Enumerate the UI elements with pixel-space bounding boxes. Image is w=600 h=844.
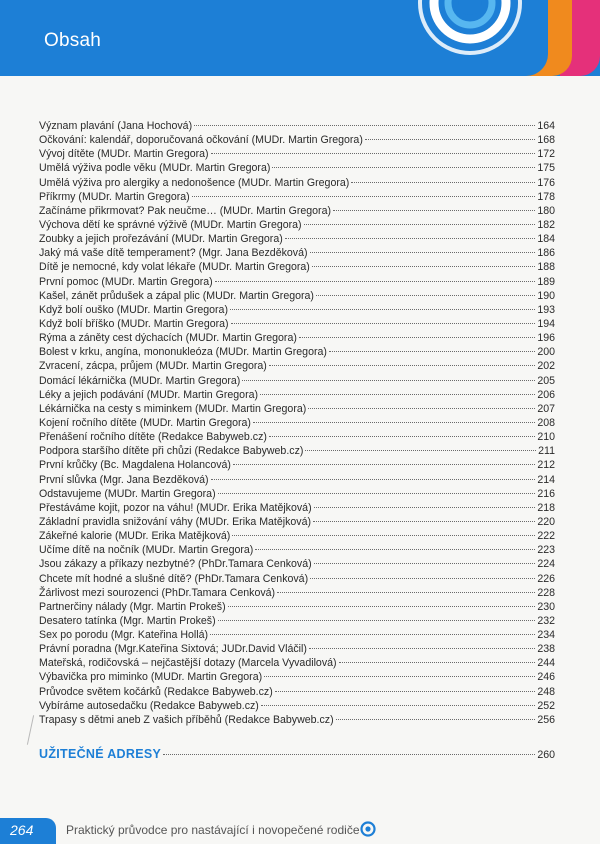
toc-entry-title: Umělá výživa podle věku (MUDr. Martin Gregora)	[39, 162, 271, 175]
toc-entry-title: Vybíráme autosedačku (Redakce Babyweb.cz)	[39, 699, 259, 712]
toc-entry-title: Bolest v krku, angína, mononukleóza (MUDr. Martin Gregora)	[39, 346, 327, 359]
toc-entry[interactable]	[39, 543, 555, 557]
footer-page-number: 264	[10, 822, 34, 838]
toc-entry[interactable]	[39, 628, 555, 642]
toc-entry-title: Učíme dítě na nočník (MUDr. Martin Gregora)	[39, 544, 254, 557]
toc-entry[interactable]	[39, 260, 555, 274]
toc-entry-page: 223	[537, 544, 555, 557]
toc-entry-title: Žárlivost mezi sourozenci (PhDr.Tamara Cenková)	[39, 586, 276, 599]
toc-entry-page: 212	[537, 459, 555, 472]
toc-entry-page: 208	[537, 416, 555, 429]
leader-dots	[272, 167, 535, 168]
toc-entry-page: 172	[537, 148, 555, 161]
toc-entry-page: 216	[537, 487, 555, 500]
leader-dots	[231, 323, 536, 324]
toc-entry-title: První krůčky (Bc. Magdalena Holancová)	[39, 459, 231, 472]
leader-dots	[242, 380, 535, 381]
toc-entry-title: Zvracení, zácpa, průjem (MUDr. Martin Gregora)	[39, 360, 267, 373]
leader-dots	[194, 125, 535, 126]
toc-entry-title: Přestáváme kojit, pozor na váhu! (MUDr. Erika Matějková)	[39, 501, 312, 514]
toc-entry-title: Jaký má vaše dítě temperament? (Mgr. Jana Bezděková)	[39, 247, 308, 260]
leader-dots	[192, 196, 536, 197]
toc-entry-page: 207	[537, 402, 555, 415]
toc-entry[interactable]	[39, 487, 555, 501]
toc-entry[interactable]	[39, 190, 555, 204]
toc-entry-page: 184	[537, 233, 555, 246]
leader-dots	[218, 493, 536, 494]
toc-entry-title: Kašel, zánět průdušek a zápal plic (MUDr. Martin Gregora)	[39, 289, 314, 302]
toc-entry-title: Vývoj dítěte (MUDr. Martin Gregora)	[39, 148, 209, 161]
leader-dots	[218, 620, 536, 621]
leader-dots	[275, 691, 536, 692]
toc-entry-page: 210	[537, 431, 555, 444]
leader-dots	[299, 337, 535, 338]
toc-entry[interactable]	[39, 699, 555, 713]
toc-entry[interactable]	[39, 303, 555, 317]
toc-entry[interactable]	[39, 642, 555, 656]
toc-entry-title: Když bolí ouško (MUDr. Martin Gregora)	[39, 303, 228, 316]
leader-dots	[312, 266, 535, 267]
toc-entry[interactable]	[39, 430, 555, 444]
toc-entry-title: První pomoc (MUDr. Martin Gregora)	[39, 275, 213, 288]
toc-entry-page: 205	[537, 374, 555, 387]
toc-entry[interactable]	[39, 119, 555, 133]
toc-entry-title: Začínáme přikrmovat? Pak neučme… (MUDr. Martin Gregora)	[39, 204, 332, 217]
toc-entry-page: 193	[537, 303, 555, 316]
toc-entry-page: 180	[537, 204, 555, 217]
toc-entry[interactable]	[39, 232, 555, 246]
toc-entry-page: 218	[537, 501, 555, 514]
leader-dots	[304, 224, 536, 225]
toc-entry[interactable]	[39, 529, 555, 543]
toc-entry[interactable]	[39, 317, 555, 331]
toc-entry[interactable]	[39, 444, 555, 458]
toc-entry[interactable]	[39, 359, 555, 373]
leader-dots	[329, 351, 535, 352]
toc-entry[interactable]	[39, 416, 555, 430]
toc-entry-title: Umělá výživa pro alergiky a nedonošence (MUDr. Martin Gregora)	[39, 176, 350, 189]
toc-entry-page: 194	[537, 317, 555, 330]
leader-dots	[269, 365, 535, 366]
toc-entry[interactable]	[39, 176, 555, 190]
margin-mark	[27, 715, 34, 745]
toc-entry-page: 206	[537, 388, 555, 401]
leader-dots	[336, 719, 536, 720]
toc-entry[interactable]	[39, 331, 555, 345]
toc-entry-page: 232	[537, 614, 555, 627]
toc-entry-title: Průvodce světem kočárků (Redakce Babyweb.cz)	[39, 685, 273, 698]
toc-entry-page: 196	[537, 332, 555, 345]
toc-entry[interactable]	[39, 204, 555, 218]
toc-entry-page: 202	[537, 360, 555, 373]
toc-entry-title: Když bolí bříško (MUDr. Martin Gregora)	[39, 317, 229, 330]
toc-entry-page: 224	[537, 558, 555, 571]
leader-dots	[314, 507, 536, 508]
leader-dots	[163, 754, 535, 755]
toc-entry-page: 190	[537, 289, 555, 302]
toc-entry-title: Význam plavání (Jana Hochová)	[39, 120, 193, 132]
toc-entry-title: Chcete mít hodné a slušné dítě? (PhDr.Tamara Cenková)	[39, 572, 309, 585]
toc-entry-title: Zákeřné kalorie (MUDr. Erika Matějková)	[39, 530, 231, 543]
leader-dots	[261, 705, 535, 706]
toc-entry-title: Zoubky a jejich prořezávání (MUDr. Martin Gregora)	[39, 233, 283, 246]
toc-entry-page: 200	[537, 346, 555, 359]
leader-dots	[310, 578, 535, 579]
toc-entry-title: Léky a jejich podávání (MUDr. Martin Gregora)	[39, 388, 259, 401]
toc-entry-title: Kojení ročního dítěte (MUDr. Martin Gregora)	[39, 416, 251, 429]
ring-logo-icon	[360, 821, 376, 837]
toc-entry-title: Příkrmy (MUDr. Martin Gregora)	[39, 190, 190, 203]
toc-entry-title: První slůvka (Mgr. Jana Bezděková)	[39, 473, 209, 486]
table-of-contents	[39, 119, 555, 727]
leader-dots	[351, 182, 535, 183]
leader-dots	[215, 281, 536, 282]
toc-entry-title: Partnerčiny nálady (Mgr. Martin Prokeš)	[39, 600, 226, 613]
toc-entry-page: 189	[537, 275, 555, 288]
toc-entry[interactable]	[39, 388, 555, 402]
leader-dots	[339, 662, 536, 663]
toc-entry-page: 182	[537, 218, 555, 231]
leader-dots	[310, 252, 536, 253]
swirl-logo-icon	[410, 0, 530, 68]
toc-entry-title: Základní pravidla snižování váhy (MUDr. Erika Matějková)	[39, 515, 312, 528]
toc-entry-page: 214	[537, 473, 555, 486]
toc-entry-page: 188	[537, 261, 555, 274]
page-title: Obsah	[44, 30, 101, 51]
toc-entry-page: 211	[538, 445, 555, 458]
toc-entry[interactable]	[39, 600, 555, 614]
leader-dots	[230, 309, 535, 310]
toc-entry-title: Rýma a záněty cest dýchacích (MUDr. Martin Gregora)	[39, 332, 297, 345]
toc-entry-page: 186	[537, 247, 555, 260]
toc-entry[interactable]	[39, 713, 555, 727]
toc-entry[interactable]	[39, 275, 555, 289]
toc-entry-title: Lékárnička na cesty s miminkem (MUDr. Martin Gregora)	[39, 402, 307, 415]
leader-dots	[210, 634, 535, 635]
toc-entry[interactable]	[39, 685, 555, 699]
toc-entry-page: 175	[537, 162, 555, 175]
toc-entry-page: 244	[537, 657, 555, 670]
useful-addresses-page: 260	[537, 749, 555, 761]
toc-entry-title: Desatero tatínka (Mgr. Martin Prokeš)	[39, 614, 216, 627]
toc-entry-title: Výbavička pro miminko (MUDr. Martin Gregora)	[39, 671, 263, 684]
toc-entry[interactable]	[39, 501, 555, 515]
header-band	[0, 0, 600, 76]
toc-entry[interactable]	[39, 133, 555, 147]
toc-entry-page: 230	[537, 600, 555, 613]
toc-entry-page: 164	[537, 120, 555, 132]
toc-entry-title: Podpora staršího dítěte při chůzi (Redakce Babyweb.cz)	[39, 445, 304, 458]
leader-dots	[314, 563, 536, 564]
footer-page-band	[0, 818, 56, 844]
toc-entry[interactable]	[39, 473, 555, 487]
toc-entry[interactable]	[39, 557, 555, 571]
leader-dots	[277, 592, 535, 593]
leader-dots	[264, 676, 535, 677]
useful-addresses-title: UŽITEČNÉ ADRESY	[39, 747, 162, 761]
toc-entry[interactable]	[39, 289, 555, 303]
leader-dots	[365, 139, 535, 140]
toc-entry[interactable]	[39, 670, 555, 684]
leader-dots	[313, 521, 535, 522]
leader-dots	[333, 210, 535, 211]
toc-entry-page: 234	[537, 629, 555, 642]
toc-entry-page: 246	[537, 671, 555, 684]
toc-entry[interactable]	[39, 374, 555, 388]
toc-entry-title: Jsou zákazy a příkazy nezbytné? (PhDr.Tamara Cenková)	[39, 558, 312, 571]
toc-entry-page: 238	[537, 643, 555, 656]
leader-dots	[233, 464, 535, 465]
toc-entry-title: Výchova dětí ke správné výživě (MUDr. Martin Gregora)	[39, 218, 302, 231]
toc-entry-title: Dítě je nemocné, kdy volat lékaře (MUDr. Martin Gregora)	[39, 261, 310, 274]
toc-entry-page: 228	[537, 586, 555, 599]
toc-entry-title: Odstavujeme (MUDr. Martin Gregora)	[39, 487, 216, 500]
toc-entry-page: 226	[537, 572, 555, 585]
toc-entry[interactable]	[39, 586, 555, 600]
toc-entry[interactable]	[39, 402, 555, 416]
leader-dots	[260, 394, 535, 395]
toc-entry-title: Přenášení ročního dítěte (Redakce Babyweb.cz)	[39, 431, 267, 444]
toc-entry[interactable]	[39, 515, 555, 529]
useful-addresses-row[interactable]	[39, 747, 555, 763]
toc-entry-title: Mateřská, rodičovská – nejčastější dotazy (Marcela Vyvadilová)	[39, 657, 337, 670]
leader-dots	[253, 422, 535, 423]
leader-dots	[255, 549, 535, 550]
toc-entry-title: Sex po porodu (Mgr. Kateřina Hollá)	[39, 629, 208, 642]
toc-entry-page: 256	[537, 713, 555, 726]
leader-dots	[309, 648, 535, 649]
toc-entry[interactable]	[39, 656, 555, 670]
toc-entry[interactable]	[39, 246, 555, 260]
toc-entry-page: 176	[537, 176, 555, 189]
leader-dots	[269, 436, 535, 437]
toc-entry[interactable]	[39, 147, 555, 161]
toc-entry[interactable]	[39, 345, 555, 359]
leader-dots	[285, 238, 536, 239]
leader-dots	[228, 606, 536, 607]
toc-entry[interactable]	[39, 614, 555, 628]
toc-entry-title: Očkování: kalendář, doporučovaná očkování (MUDr. Martin Gregora)	[39, 134, 363, 147]
leader-dots	[232, 535, 535, 536]
toc-entry[interactable]	[39, 218, 555, 232]
toc-entry-title: Trapasy s dětmi aneb Z vašich příběhů (Redakce Babyweb.cz)	[39, 713, 334, 726]
toc-entry-page: 168	[537, 134, 555, 147]
toc-entry-page: 220	[537, 515, 555, 528]
toc-entry[interactable]	[39, 572, 555, 586]
toc-entry-page: 248	[537, 685, 555, 698]
leader-dots	[308, 408, 535, 409]
leader-dots	[305, 450, 536, 451]
footer-book-title: Praktický průvodce pro nastávající i novopečené rodiče	[66, 823, 360, 837]
leader-dots	[211, 479, 536, 480]
leader-dots	[211, 153, 536, 154]
toc-entry[interactable]	[39, 161, 555, 175]
toc-entry-title: Právní poradna (Mgr.Kateřina Sixtová; JUDr.David Vláčil)	[39, 643, 307, 656]
toc-entry-page: 222	[537, 530, 555, 543]
toc-entry[interactable]	[39, 458, 555, 472]
toc-entry-title: Domácí lékárnička (MUDr. Martin Gregora)	[39, 374, 241, 387]
toc-entry-page: 178	[537, 190, 555, 203]
leader-dots	[316, 295, 535, 296]
toc-entry-page: 252	[537, 699, 555, 712]
